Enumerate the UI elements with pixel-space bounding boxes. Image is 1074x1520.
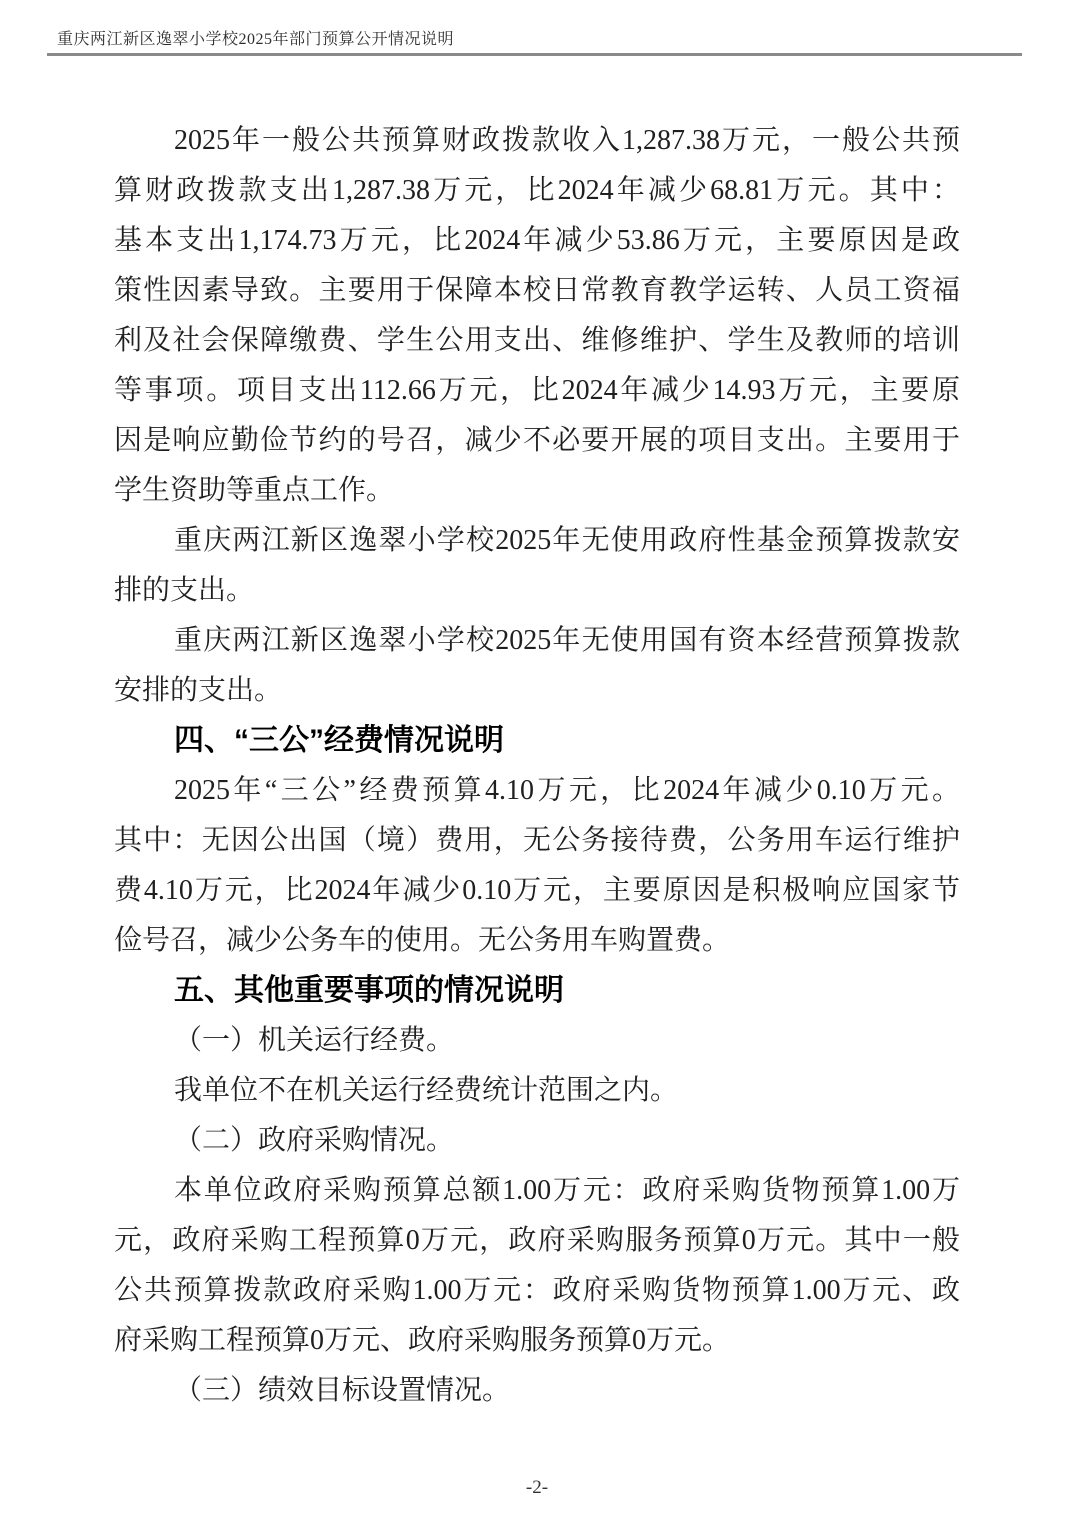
- paragraph-line: 重庆两江新区逸翠小学校2025年无使用国有资本经营预算拨款: [174, 625, 960, 656]
- section-heading: 五、其他重要事项的情况说明: [174, 974, 564, 1007]
- paragraph-line: 其中：无因公出国（境）费用，无公务接待费，公务用车运行维护: [114, 825, 960, 856]
- paragraph-line: 排的支出。: [114, 575, 255, 606]
- paragraph-line: 本单位政府采购预算总额1.00万元：政府采购货物预算1.00万: [174, 1175, 960, 1206]
- paragraph-line: 费4.10万元，比2024年减少0.10万元，主要原因是积极响应国家节: [114, 875, 960, 906]
- paragraph-line: 策性因素导致。主要用于保障本校日常教育教学运转、人员工资福: [114, 275, 960, 306]
- page-number: -2-: [525, 1477, 549, 1498]
- paragraph: [114, 616, 960, 716]
- paragraph-line: 安排的支出。: [114, 675, 283, 706]
- page-header-title: 重庆两江新区逸翠小学校2025年部门预算公开情况说明: [57, 31, 455, 48]
- page-header: [57, 26, 454, 49]
- paragraph-line: 利及社会保障缴费、学生公用支出、维修维护、学生及教师的培训: [114, 325, 960, 356]
- paragraph-line: 俭号召，减少公务车的使用。无公务用车购置费。: [114, 925, 731, 956]
- header-rule: [47, 53, 1022, 56]
- paragraph-line: 学生资助等重点工作。: [114, 475, 395, 506]
- paragraph: [114, 1066, 960, 1116]
- paragraph-line: 我单位不在机关运行经费统计范围之内。: [174, 1075, 679, 1106]
- sub-heading: （三）绩效目标设置情况。: [174, 1375, 511, 1406]
- paragraph: [114, 766, 960, 966]
- paragraph: [114, 116, 960, 516]
- paragraph-line: 重庆两江新区逸翠小学校2025年无使用政府性基金预算拨款安: [174, 525, 960, 556]
- paragraph-line: 因是响应勤俭节约的号召，减少不必要开展的项目支出。主要用于: [114, 425, 960, 456]
- paragraph-line: 2025年“三公”经费预算4.10万元，比2024年减少0.10万元。: [174, 775, 960, 806]
- document-body: [114, 116, 960, 1416]
- paragraph-line: 2025年一般公共预算财政拨款收入1,287.38万元，一般公共预: [174, 125, 960, 156]
- paragraph-line: 等事项。项目支出112.66万元，比2024年减少14.93万元，主要原: [114, 375, 960, 406]
- paragraph-line: 基本支出1,174.73万元，比2024年减少53.86万元，主要原因是政: [114, 225, 960, 256]
- section-heading: 四、“三公”经费情况说明: [174, 724, 504, 757]
- paragraph-line: 元，政府采购工程预算0万元，政府采购服务预算0万元。其中一般: [114, 1225, 960, 1256]
- sub-heading: （一）机关运行经费。: [174, 1025, 455, 1056]
- paragraph-line: 算财政拨款支出1,287.38万元，比2024年减少68.81万元。其中：: [114, 175, 960, 206]
- paragraph-line: 府采购工程预算0万元、政府采购服务预算0万元。: [114, 1325, 731, 1356]
- page-footer: [0, 1477, 1074, 1499]
- paragraph-line: 公共预算拨款政府采购1.00万元：政府采购货物预算1.00万元、政: [114, 1275, 960, 1306]
- paragraph: [114, 516, 960, 616]
- sub-heading: （二）政府采购情况。: [174, 1125, 455, 1156]
- paragraph: [114, 1166, 960, 1366]
